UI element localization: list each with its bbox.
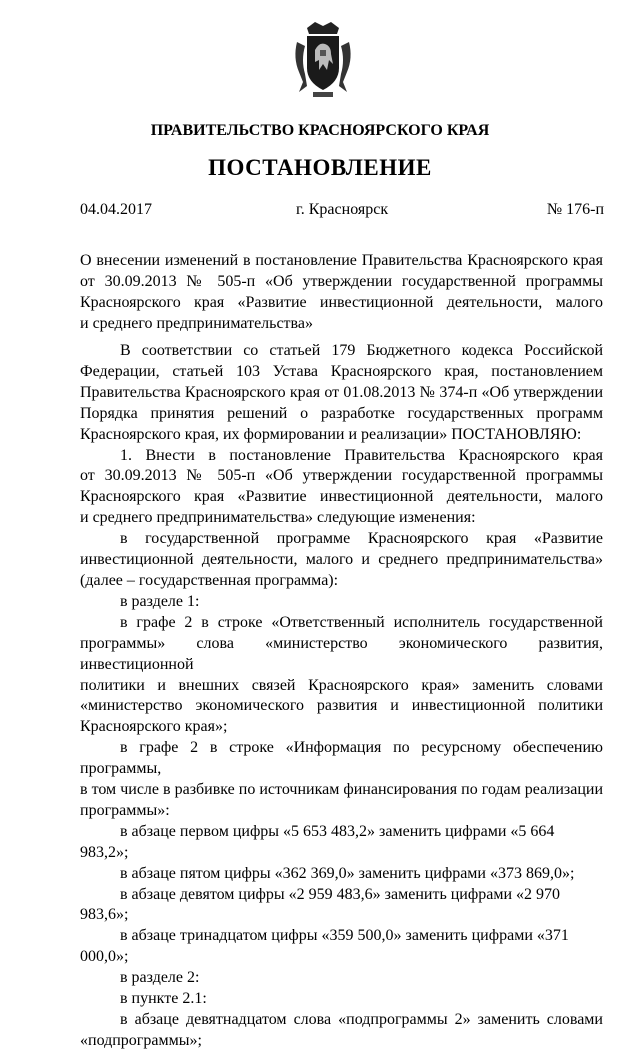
text-line: Правительства Красноярского края от 01.08.2013 № 374-п «Об утверждении xyxy=(80,383,603,401)
subject-line: от 30.09.2013 № 505-п «Об утверждении государственной программы xyxy=(80,273,603,290)
text-line: в абзаце девятнадцатом слова «подпрограммы 2» заменить словами xyxy=(120,1011,603,1028)
text-line: в графе 2 в строке «Информация по ресурсному обеспечению программы, xyxy=(80,739,603,778)
coat-of-arms-icon xyxy=(293,20,353,100)
document-date: 04.04.2017 xyxy=(80,201,152,218)
subject-line: Красноярского края «Развитие инвестиционной деятельности, малого xyxy=(80,294,603,311)
text-line: «министерство экономического развития и инвестиционной политики xyxy=(80,697,603,715)
text-line: программы»: xyxy=(80,801,170,819)
text-line: в абзаце тринадцатом цифры «359 500,0» заменить цифрами «371 000,0»; xyxy=(80,927,569,966)
document-subject xyxy=(80,250,603,334)
text-line: (далее – государственная программа): xyxy=(80,571,339,589)
text-line: от 30.09.2013 № 505-п «Об утверждении государственной программы xyxy=(80,467,603,485)
text-line: Порядка принятия решений о разработке государственных программ xyxy=(80,404,603,422)
text-line: Красноярского края»; xyxy=(80,718,228,736)
text-line: в абзаце девятом цифры «2 959 483,6» заменить цифрами «2 970 983,6»; xyxy=(80,885,561,924)
text-line: политики и внешних связей Красноярского края» заменить словами xyxy=(80,676,603,694)
text-line: в графе 2 в строке «Ответственный исполнитель государственной xyxy=(120,613,603,631)
text-line: Красноярского края, их формировании и реализации» ПОСТАНОВЛЯЮ: xyxy=(80,425,582,443)
paragraph-first-amount xyxy=(80,822,603,864)
text-line: и среднего предпринимательства» следующие изменения: xyxy=(80,509,476,527)
paragraph-thirteenth-amount xyxy=(80,926,603,968)
document-city: г. Красноярск xyxy=(296,201,389,218)
text-line: 1. Внести в постановление Правительства Красноярского края xyxy=(120,446,603,464)
text-line: В соответствии со статьей 179 Бюджетного кодекса Российской xyxy=(120,342,603,359)
text-line: инвестиционной деятельности, малого и среднего предпринимательства» xyxy=(80,551,603,569)
paragraph-nineteenth xyxy=(80,1010,603,1052)
document-number: № 176-п xyxy=(546,201,604,218)
paragraph-responsible-executor xyxy=(80,613,603,738)
text-line: Красноярского края «Развитие инвестиционной деятельности, малого xyxy=(80,488,603,506)
paragraph-fifth-amount xyxy=(80,864,603,885)
text-line: в разделе 1: xyxy=(120,592,200,610)
subject-line: О внесении изменений в постановление Правительства Красноярского края xyxy=(80,252,603,269)
text-line: в разделе 2: xyxy=(120,969,200,987)
paragraph-section-2 xyxy=(80,968,603,989)
paragraph-item-1 xyxy=(80,446,603,530)
paragraph-ninth-amount xyxy=(80,885,603,927)
paragraph-state-program xyxy=(80,529,603,592)
text-line: в пункте 2.1: xyxy=(120,990,207,1008)
paragraph-point-2-1 xyxy=(80,989,603,1010)
paragraph-resource-info xyxy=(80,738,603,822)
document-body xyxy=(80,341,603,1052)
text-line: в том числе в разбивке по источникам финансирования по годам реализации xyxy=(80,781,603,799)
subject-line: и среднего предпринимательства» xyxy=(80,315,313,332)
text-line: в государственной программе Красноярского края «Развитие xyxy=(120,530,603,548)
paragraph-section-1 xyxy=(80,592,603,613)
text-line: «подпрограммы»; xyxy=(80,1031,202,1049)
text-line: в абзаце пятом цифры «362 369,0» заменить цифрами «373 869,0»; xyxy=(120,864,575,882)
text-line: Федерации, статьей 103 Устава Красноярского края, постановлением xyxy=(80,362,603,380)
document-title: ПОСТАНОВЛЕНИЕ xyxy=(208,155,432,180)
paragraph-preamble xyxy=(80,341,603,446)
text-line: в абзаце первом цифры «5 653 483,2» заменить цифрами «5 664 983,2»; xyxy=(80,822,555,861)
text-line: программы» слова «министерство экономического развития, инвестиционной xyxy=(80,634,603,673)
government-name: ПРАВИТЕЛЬСТВО КРАСНОЯРСКОГО КРАЯ xyxy=(150,122,490,139)
